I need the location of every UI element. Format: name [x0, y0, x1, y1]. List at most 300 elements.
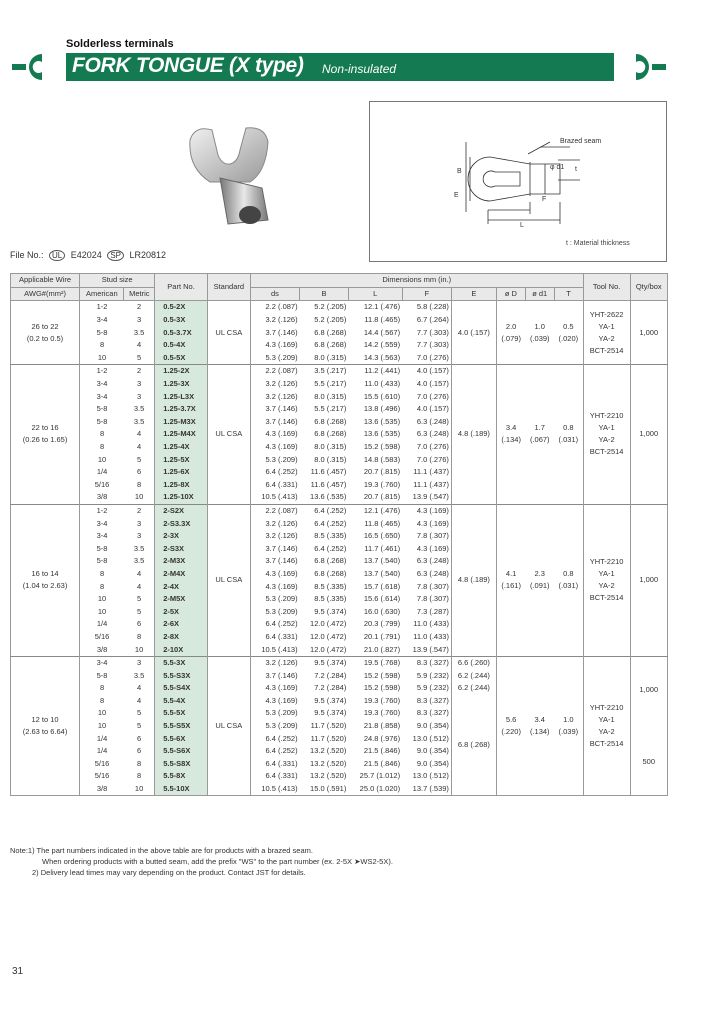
stud-american: 3-4	[80, 390, 124, 403]
stud-american: 3-4	[80, 517, 124, 530]
dim-l: 20.3 (.799)	[363, 619, 401, 629]
dim-d2-in: (.134)	[501, 435, 521, 445]
table-row	[11, 301, 668, 314]
dim-f: 11.1 (.437)	[413, 467, 449, 477]
dim-ds: 3.2 (.126)	[250, 530, 299, 543]
dim-ds: 5.3 (.209)	[250, 593, 299, 606]
stud-metric: 4	[137, 568, 142, 578]
part-number: 1.25-M4X	[155, 428, 208, 441]
stud-metric: 3.5	[133, 404, 145, 414]
csa-mark-icon: SP	[107, 250, 124, 261]
stud-metric: 3.5	[133, 543, 145, 553]
dim-d1	[525, 301, 554, 365]
stud-metric: 10	[134, 644, 144, 654]
dim-f: 13.0 (.512)	[412, 733, 449, 743]
dim-ds: 5.3 (.209)	[250, 720, 299, 733]
wire-awg: 12 to 10	[31, 715, 59, 725]
dim-b: 11.6 (.457)	[310, 479, 347, 489]
dim-f: 9.0 (.354)	[416, 721, 449, 731]
stud-metric: 3	[137, 379, 142, 389]
dim-f: 7.3 (.287)	[416, 606, 449, 616]
part-number: 5.5-5X	[155, 707, 208, 720]
dim-ds: 6.4 (.252)	[250, 618, 299, 631]
page-title-sub: Non-insulated	[322, 62, 397, 76]
dim-ds: 3.2 (.126)	[250, 390, 299, 403]
dim-b: 9.5 (.374)	[314, 606, 347, 616]
dim-ds: 4.3 (.169)	[250, 339, 299, 352]
stud-metric: 5	[137, 708, 142, 718]
wire-awg: 22 to 16	[31, 423, 59, 433]
wire-mm: (0.26 to 1.65)	[22, 435, 68, 445]
dim-l: 13.8 (.496)	[363, 404, 401, 414]
col-dims: Dimensions mm (in.)	[250, 274, 583, 288]
stud-metric: 4	[137, 442, 142, 452]
stud-metric: 10	[134, 492, 144, 502]
dim-b: 8.5 (.335)	[314, 531, 347, 541]
part-number: 1.25-3.7X	[155, 403, 208, 416]
dim-d2-in: (.079)	[501, 333, 521, 343]
stud-metric: 4	[137, 695, 142, 705]
dim-d1-mm: 2.3	[534, 569, 545, 579]
stud-american: 1/4	[80, 745, 124, 758]
part-number: 2-10X	[155, 643, 208, 656]
dim-l: 14.3 (.563)	[363, 352, 401, 362]
dim-ds: 3.7 (.146)	[250, 555, 299, 568]
dim-l: 12.1 (.476)	[348, 301, 402, 314]
dim-f: 4.0 (.157)	[416, 404, 449, 414]
part-number: 5.5-S6X	[155, 745, 208, 758]
dim-ds: 6.4 (.252)	[250, 466, 299, 479]
dim-l: 13.6 (.535)	[363, 416, 401, 426]
dim-t-in: (.031)	[558, 435, 579, 445]
dim-t-mm: 0.8	[563, 423, 574, 433]
part-number: 0.5-5X	[155, 352, 208, 365]
dim-b: 6.8 (.268)	[314, 340, 347, 350]
part-number: 5.5-S4X	[155, 682, 208, 695]
dim-b: 5.2 (.205)	[314, 315, 347, 325]
dim-b: 11.6 (.457)	[310, 467, 347, 477]
part-number: 2-M3X	[155, 555, 208, 568]
file-numbers	[10, 250, 166, 261]
col-qty: Qty/box	[630, 274, 667, 301]
stud-american: 5-8	[80, 326, 124, 339]
dim-l: 14.8 (.583)	[363, 454, 401, 464]
table-row	[11, 365, 668, 378]
stud-american: 8	[80, 339, 124, 352]
stud-metric: 4	[137, 340, 142, 350]
part-number: 2-S3.3X	[155, 517, 208, 530]
dim-ds: 6.4 (.331)	[250, 770, 299, 783]
file-label: File No.:	[10, 250, 44, 260]
part-number: 5.5-8X	[155, 770, 208, 783]
dim-ds: 4.3 (.169)	[250, 682, 299, 695]
part-number: 0.5-3.7X	[155, 326, 208, 339]
dim-t-mm: 1.0	[563, 715, 574, 725]
note-1b: When ordering products with a butted seam, add the prefix "WS" to the part number (ex. 2-5X ➤WS2-5X).	[42, 857, 393, 866]
dim-b: 6.8 (.268)	[314, 327, 347, 337]
dim-f: 8.3 (.327)	[416, 708, 449, 718]
dim-ds: 6.4 (.331)	[250, 631, 299, 644]
dim-b: 12.0 (.472)	[310, 631, 347, 641]
dim-l: 14.2 (.559)	[363, 340, 401, 350]
dim-b: 6.8 (.268)	[314, 568, 347, 578]
stud-american: 8	[80, 441, 124, 454]
dim-l: 19.3 (.760)	[363, 708, 401, 718]
stud-metric: 5	[137, 594, 142, 604]
dim-l: 21.5 (.846)	[363, 746, 401, 756]
col-l: L	[348, 287, 402, 301]
part-number: 5.5-6X	[155, 732, 208, 745]
dim-l: 19.5 (.768)	[348, 656, 402, 669]
stud-american: 10	[80, 720, 124, 733]
dim-ds: 3.7 (.146)	[250, 542, 299, 555]
part-number: 0.5-3X	[155, 314, 208, 327]
diagram-label-seam: Brazed seam	[560, 138, 602, 145]
dim-f: 7.8 (.307)	[416, 581, 449, 591]
dim-ds: 3.2 (.126)	[250, 517, 299, 530]
dim-l: 11.8 (.465)	[364, 315, 401, 325]
dim-b: 15.0 (.591)	[310, 784, 347, 794]
tool-number: YA-1	[598, 569, 615, 579]
part-number: 5.5-3X	[155, 656, 208, 669]
stud-american: 1-2	[80, 301, 124, 314]
dim-f: 4.0 (.157)	[416, 379, 449, 389]
dim-f: 11.1 (.437)	[413, 479, 449, 489]
qty-per-box	[630, 301, 667, 365]
dim-f: 8.3 (.327)	[402, 656, 451, 669]
stud-american: 5-8	[80, 416, 124, 429]
dim-f: 7.0 (.276)	[416, 352, 449, 362]
dim-d1-mm: 1.0	[534, 321, 545, 331]
dim-l: 25.0 (1.020)	[359, 784, 401, 794]
col-ds: ds	[250, 287, 299, 301]
stud-american: 8	[80, 580, 124, 593]
dim-d2-mm: 5.6	[505, 715, 517, 725]
stud-american: 5-8	[80, 669, 124, 682]
dim-d1-mm: 3.4	[534, 715, 545, 725]
tool-number: YA-2	[598, 727, 615, 737]
col-tool: Tool No.	[583, 274, 630, 301]
dim-b: 5.5 (.217)	[314, 379, 347, 389]
dim-f: 9.0 (.354)	[416, 746, 449, 756]
dim-b: 9.5 (.374)	[314, 695, 347, 705]
standard-marks: UL CSA	[207, 365, 250, 505]
page-number: 31	[12, 966, 24, 977]
stud-metric: 10	[134, 784, 144, 794]
dim-ds: 2.2 (.087)	[250, 365, 299, 378]
material-thickness-note: t : Material thickness	[566, 240, 630, 247]
note-2: 2) Delivery lead times may vary depending on the product. Contact JST for details.	[32, 868, 306, 877]
ul-file-number: E42024	[70, 250, 102, 260]
dim-f: 13.0 (.512)	[412, 771, 449, 781]
dim-f: 8.3 (.327)	[416, 695, 449, 705]
dim-b: 6.4 (.252)	[314, 543, 347, 553]
dim-ds: 10.5 (.413)	[250, 643, 299, 656]
col-t: T	[554, 287, 583, 301]
table-row	[11, 504, 668, 517]
dim-b: 8.0 (.315)	[314, 454, 347, 464]
dim-t	[554, 504, 583, 656]
stud-metric: 8	[137, 631, 142, 641]
stud-metric: 2	[124, 301, 155, 314]
dim-f: 9.0 (.354)	[416, 758, 449, 768]
dim-l: 25.7 (1.012)	[359, 771, 401, 781]
dim-e: 6.2 (.244)	[451, 669, 496, 682]
dim-t-mm: 0.8	[563, 569, 574, 579]
stud-metric: 3.5	[133, 556, 145, 566]
col-stud: Stud size	[80, 274, 155, 288]
dim-l: 11.2 (.441)	[348, 365, 402, 378]
stud-metric: 3.5	[133, 670, 145, 680]
dim-ds: 5.3 (.209)	[250, 707, 299, 720]
part-number: 1.25-M3X	[155, 416, 208, 429]
dim-b: 6.4 (.252)	[314, 518, 347, 528]
dim-b: 3.5 (.217)	[300, 365, 349, 378]
tool-number: YHT-2210	[589, 411, 624, 421]
dim-t-in: (.020)	[558, 333, 579, 343]
dim-ds: 4.3 (.169)	[250, 441, 299, 454]
col-awg: AWG#(mm²)	[11, 287, 80, 301]
dim-ds: 3.7 (.146)	[250, 416, 299, 429]
standard-marks: UL CSA	[207, 504, 250, 656]
stud-metric: 8	[137, 758, 142, 768]
dim-t	[554, 301, 583, 365]
dim-ds: 2.2 (.087)	[250, 504, 299, 517]
dim-l: 20.1 (.791)	[363, 631, 401, 641]
stud-metric: 3	[137, 518, 142, 528]
qty-per-box	[630, 656, 667, 796]
dim-t	[554, 365, 583, 505]
stud-metric: 8	[137, 771, 142, 781]
dim-e: 4.8 (.189)	[451, 504, 496, 656]
qty-value-2: 500	[642, 757, 656, 767]
dim-f: 7.7 (.303)	[416, 340, 449, 350]
stud-american: 1/4	[80, 618, 124, 631]
dim-l: 21.5 (.846)	[363, 758, 401, 768]
dim-f: 4.3 (.169)	[416, 543, 449, 553]
fork-terminal-photo	[170, 120, 290, 230]
dim-l: 20.7 (.815)	[363, 467, 401, 477]
dim-b: 5.5 (.217)	[314, 404, 347, 414]
dim-f: 4.3 (.169)	[402, 504, 451, 517]
dim-b: 9.5 (.374)	[314, 708, 347, 718]
stud-metric: 4	[137, 429, 142, 439]
dim-ds: 3.2 (.126)	[250, 378, 299, 391]
fork-terminal-left-icon	[10, 50, 50, 84]
dim-d1-in: (.091)	[529, 581, 550, 591]
stud-american: 10	[80, 605, 124, 618]
dim-f: 13.9 (.547)	[412, 644, 449, 654]
stud-metric: 5	[137, 606, 142, 616]
stud-american: 10	[80, 453, 124, 466]
dim-b: 11.7 (.520)	[310, 733, 347, 743]
dim-ds: 6.4 (.331)	[250, 758, 299, 771]
tool-number: YHT-2210	[589, 703, 624, 713]
stud-metric: 6	[137, 733, 142, 743]
tool-number: BCT-2514	[589, 345, 624, 355]
dim-ds: 3.2 (.126)	[250, 314, 299, 327]
stud-american: 5/16	[80, 479, 124, 492]
page-title: FORK TONGUE (X type)	[72, 54, 304, 77]
dim-f: 7.0 (.276)	[416, 391, 449, 401]
dim-ds: 6.4 (.252)	[250, 732, 299, 745]
part-number: 5.5-10X	[155, 783, 208, 796]
dim-b: 13.2 (.520)	[310, 758, 347, 768]
dim-f: 4.3 (.169)	[416, 518, 449, 528]
dim-b: 8.5 (.335)	[314, 581, 347, 591]
tool-number: YHT-2210	[589, 557, 624, 567]
diagram-label-l: L	[520, 222, 524, 229]
stud-american: 1-2	[80, 365, 124, 378]
dim-b: 6.8 (.268)	[314, 429, 347, 439]
stud-metric: 2	[124, 504, 155, 517]
dim-d1-mm: 1.7	[534, 423, 545, 433]
dim-l: 15.5 (.610)	[363, 391, 401, 401]
stud-metric: 5	[137, 352, 142, 362]
dim-f: 5.8 (.228)	[402, 301, 451, 314]
dim-l: 11.7 (.461)	[364, 543, 401, 553]
dim-l: 15.2 (.598)	[363, 670, 401, 680]
dim-d2	[496, 656, 525, 796]
dim-e: 4.0 (.157)	[451, 301, 496, 365]
dim-ds: 4.3 (.169)	[250, 568, 299, 581]
dim-b: 6.8 (.268)	[314, 416, 347, 426]
stud-american: 5-8	[80, 542, 124, 555]
tool-number: YHT-2622	[589, 309, 624, 319]
dim-ds: 3.7 (.146)	[250, 669, 299, 682]
dim-b: 13.2 (.520)	[310, 746, 347, 756]
wire-size-cell	[11, 656, 80, 796]
dim-b: 13.2 (.520)	[310, 771, 347, 781]
dim-f: 13.7 (.539)	[412, 784, 449, 794]
wire-mm: (0.2 to 0.5)	[26, 333, 64, 343]
part-number: 1.25-L3X	[155, 390, 208, 403]
dim-l: 15.2 (.598)	[363, 683, 401, 693]
qty-per-box	[630, 504, 667, 656]
dim-f: 6.3 (.248)	[416, 429, 449, 439]
col-metric: Metric	[124, 287, 155, 301]
stud-american: 3/8	[80, 783, 124, 796]
stud-american: 5/16	[80, 770, 124, 783]
dim-d1	[525, 656, 554, 796]
stud-metric: 6	[137, 467, 142, 477]
note-1: Note:1) The part numbers indicated in the above table are for products with a brazed seam.	[10, 846, 313, 855]
stud-metric: 3	[124, 656, 155, 669]
dim-ds: 10.5 (.413)	[250, 491, 299, 504]
part-number: 2-M5X	[155, 593, 208, 606]
title-banner	[66, 53, 614, 81]
part-number: 2-6X	[155, 618, 208, 631]
dim-b: 12.0 (.472)	[310, 644, 347, 654]
stud-metric: 5	[137, 721, 142, 731]
dim-d2-in: (.161)	[501, 581, 521, 591]
stud-american: 10	[80, 352, 124, 365]
stud-american: 1/4	[80, 732, 124, 745]
col-standard: Standard	[207, 274, 250, 301]
dim-f: 6.3 (.248)	[416, 568, 449, 578]
stud-american: 5-8	[80, 403, 124, 416]
stud-american: 1/4	[80, 466, 124, 479]
diagram-label-t: t	[575, 166, 577, 173]
stud-american: 3-4	[80, 656, 124, 669]
dim-l: 14.4 (.567)	[363, 327, 401, 337]
dim-b: 12.0 (.472)	[310, 619, 347, 629]
stud-american: 10	[80, 707, 124, 720]
dim-f: 7.7 (.303)	[416, 327, 449, 337]
qty-value: 1,000	[639, 575, 659, 585]
tool-number: YA-1	[598, 423, 615, 433]
dim-ds: 4.3 (.169)	[250, 428, 299, 441]
stud-american: 3-4	[80, 378, 124, 391]
dim-e: 6.2 (.244)	[451, 682, 496, 695]
part-number: 1.25-5X	[155, 453, 208, 466]
col-b: B	[300, 287, 349, 301]
dim-f: 7.0 (.276)	[416, 454, 449, 464]
part-number: 2-S2X	[155, 504, 208, 517]
standard-marks: UL CSA	[207, 656, 250, 796]
dimension-diagram	[369, 101, 667, 262]
dim-d1-in: (.039)	[529, 333, 550, 343]
wire-mm: (1.04 to 2.63)	[22, 581, 68, 591]
dim-t	[554, 656, 583, 796]
dim-t-in: (.039)	[558, 727, 579, 737]
part-number: 2-4X	[155, 580, 208, 593]
dim-d2	[496, 504, 525, 656]
dim-f: 6.3 (.248)	[416, 556, 449, 566]
dim-b: 7.2 (.284)	[314, 683, 347, 693]
part-number: 2-S3X	[155, 542, 208, 555]
dim-l: 13.7 (.540)	[363, 556, 401, 566]
wire-size-cell	[11, 365, 80, 505]
dim-b: 8.0 (.315)	[314, 442, 347, 452]
dim-d1	[525, 504, 554, 656]
dim-d2-mm: 3.4	[505, 423, 517, 433]
stud-american: 3-4	[80, 314, 124, 327]
stud-metric: 8	[137, 479, 142, 489]
dim-d2	[496, 301, 525, 365]
wire-size-cell	[11, 301, 80, 365]
dim-l: 24.8 (.976)	[363, 733, 401, 743]
col-f: F	[402, 287, 451, 301]
tool-number: YA-2	[598, 333, 615, 343]
stud-american: 8	[80, 695, 124, 708]
wire-awg: 16 to 14	[31, 569, 59, 579]
dim-f: 5.9 (.232)	[416, 683, 449, 693]
diagram-label-f: F	[542, 196, 547, 203]
dim-b: 8.0 (.315)	[314, 352, 347, 362]
dim-t-mm: 0.5	[563, 321, 574, 331]
dim-ds: 4.3 (.169)	[250, 580, 299, 593]
dim-b: 5.2 (.205)	[300, 301, 349, 314]
part-number: 5.5-S3X	[155, 669, 208, 682]
dim-ds: 5.3 (.209)	[250, 453, 299, 466]
dim-d1-in: (.067)	[529, 435, 550, 445]
tool-number: BCT-2514	[589, 593, 624, 603]
dim-l: 13.7 (.540)	[363, 568, 401, 578]
part-number: 5.5-4X	[155, 695, 208, 708]
dim-e: 4.8 (.189)	[451, 365, 496, 505]
ul-mark-icon: UL	[49, 250, 65, 261]
stud-american: 3/8	[80, 491, 124, 504]
part-number: 2-3X	[155, 530, 208, 543]
dim-ds: 3.7 (.146)	[250, 326, 299, 339]
diagram-label-d: φ d1	[550, 164, 565, 171]
dim-l: 15.6 (.614)	[363, 594, 401, 604]
stud-american: 8	[80, 682, 124, 695]
section-subtitle: Solderless terminals	[66, 38, 174, 50]
stud-american: 10	[80, 593, 124, 606]
dim-f: 11.0 (.433)	[413, 631, 449, 641]
